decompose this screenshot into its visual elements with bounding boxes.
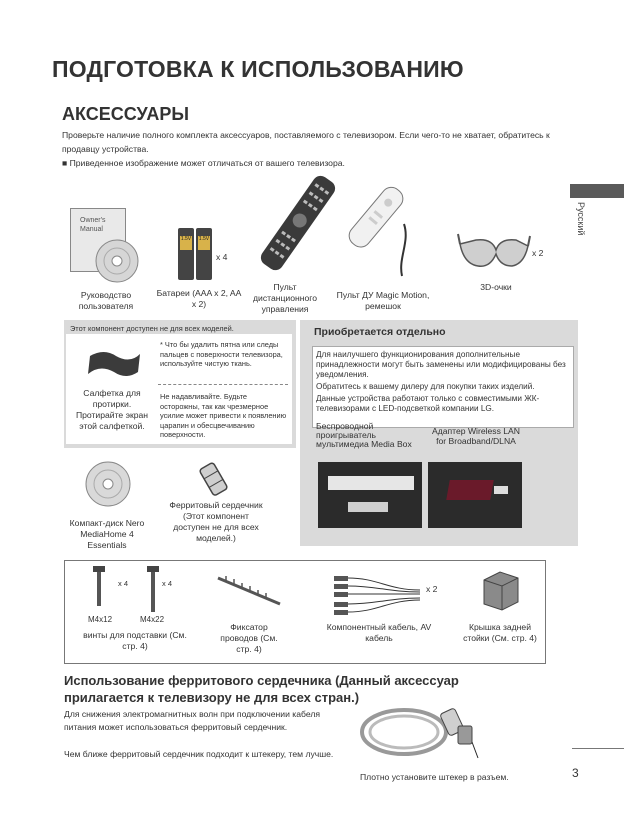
stand-cover-label: Крышка задней стойки (См. стр. 4)	[463, 622, 537, 643]
battery-label-1: 1.5V	[180, 236, 192, 250]
separate-panel	[300, 320, 578, 546]
manual-label: Руководство пользователя	[78, 290, 134, 311]
cable-holder-label: Фиксатор проводов (См. стр. 4)	[220, 622, 278, 654]
magic-remote-label: Пульт ДУ Magic Motion, ремешок	[336, 290, 430, 311]
ferrite-usage-para-1: Для снижения электромагнитных волн при подключении кабеля питания может использоваться ферритовый сердечник.	[64, 709, 321, 732]
ferrite-label: Ферритовый сердечник (Этот компонент доступен не для всех моделей.)	[169, 500, 263, 543]
separate-text-2: Обратитесь к вашему дилеру для покупки таких изделий.	[316, 382, 535, 391]
cloth-panel-header: Этот компонент доступен не для всех моделей.	[70, 324, 234, 333]
glasses-qty: x 2	[532, 248, 544, 258]
remote-control-icon	[250, 168, 346, 278]
page-title: ПОДГОТОВКА К ИСПОЛЬЗОВАНИЮ	[52, 56, 464, 82]
strap-icon	[401, 224, 406, 276]
battery-qty: x 4	[216, 252, 228, 262]
cloth-panel	[64, 320, 296, 448]
remote-label: Пульт дистанционного управления	[253, 282, 317, 314]
divider	[158, 384, 288, 385]
manual-cover-text: Owner's Manual	[80, 217, 106, 233]
cd-label: Компакт-диск Nero MediaHome 4 Essentials	[69, 518, 145, 550]
cloth-label: Салфетка для протирки. Протирайте экран этой салфеткой.	[75, 388, 149, 431]
screw1-size: M4x12	[88, 615, 113, 624]
section-title: АКСЕССУАРЫ	[62, 104, 189, 124]
separate-text-3: Данные устройства работают только с совместимыми ЖК-телевизорами с LED-подсветкой компании LG.	[316, 394, 540, 413]
power-cable-ferrite-icon	[352, 696, 482, 766]
owners-manual-illustration	[70, 208, 144, 280]
side-language-label: Русский	[576, 202, 586, 236]
ferrite-usage-heading: Использование ферритового сердечника (Данный аксессуар прилагается к телевизору не для всех стран.)	[64, 673, 459, 705]
page-rule	[572, 748, 624, 749]
cloth-note-2: Не надавливайте. Будьте осторожны, так как чрезмерное усилие может привести к появлению царапин и обесцвечиванию поверхности.	[160, 392, 287, 440]
language-tab	[570, 184, 624, 198]
media-box-label: Беспроводной проигрыватель мультимедиа Media Box	[316, 421, 412, 449]
intro-text: Проверьте наличие полного комплекта аксессуаров, поставляемого с телевизором. Если чего-то не хватает, обратитесь к продавцу устройства.	[62, 130, 550, 154]
component-cable-icon	[328, 570, 428, 618]
disc-icon	[94, 238, 140, 284]
cloth-icon	[84, 348, 144, 380]
cable-qty: x 2	[426, 584, 438, 594]
3d-glasses-icon	[456, 226, 532, 278]
screw-m4x22-icon	[146, 566, 160, 614]
screws-label: винты для подставки (См. стр. 4)	[83, 630, 187, 651]
ferrite-core-icon	[196, 460, 232, 500]
cloth-note-1: * Что бы удалить пятна или следы пальцев с поверхности телевизора, используйте чистую ткань.	[160, 340, 283, 369]
separate-title: Приобретается отдельно	[314, 326, 446, 338]
screw2-qty: x 4	[162, 579, 173, 588]
page-number: 3	[572, 766, 579, 780]
battery-label-2: 1.5V	[198, 236, 210, 250]
ferrite-usage-para-2: Чем ближе ферритовый сердечник подходит к штекеру, тем лучше.	[64, 749, 334, 759]
glasses-label: 3D-очки	[480, 282, 512, 292]
screw1-qty: x 4	[118, 579, 129, 588]
cable-label: Компонентный кабель, AV кабель	[326, 622, 432, 643]
batteries-label: Батареи (AAA x 2, AA x 2)	[156, 288, 242, 309]
ferrite-caption: Плотно установите штекер в разъем.	[360, 772, 509, 782]
stand-cover-icon	[478, 568, 522, 612]
screw-m4x12-icon	[92, 566, 106, 614]
cable-holder-icon	[214, 572, 284, 612]
batteries-illustration	[178, 228, 214, 280]
magic-remote-icon	[340, 184, 424, 282]
media-box-image	[318, 462, 422, 528]
screw2-size: M4x22	[140, 615, 165, 624]
separate-text-1: Для наилучшего функционирования дополнительные принадлежности могут быть заменены или модифицированы без уведомления.	[316, 350, 566, 379]
cd-icon	[84, 460, 132, 508]
bullet-note: ■ Приведенное изображение может отличаться от вашего телевизора.	[62, 158, 345, 168]
adapter-label: Адаптер Wireless LAN for Broadband/DLNA	[431, 426, 520, 446]
wireless-adapter-image	[428, 462, 522, 528]
